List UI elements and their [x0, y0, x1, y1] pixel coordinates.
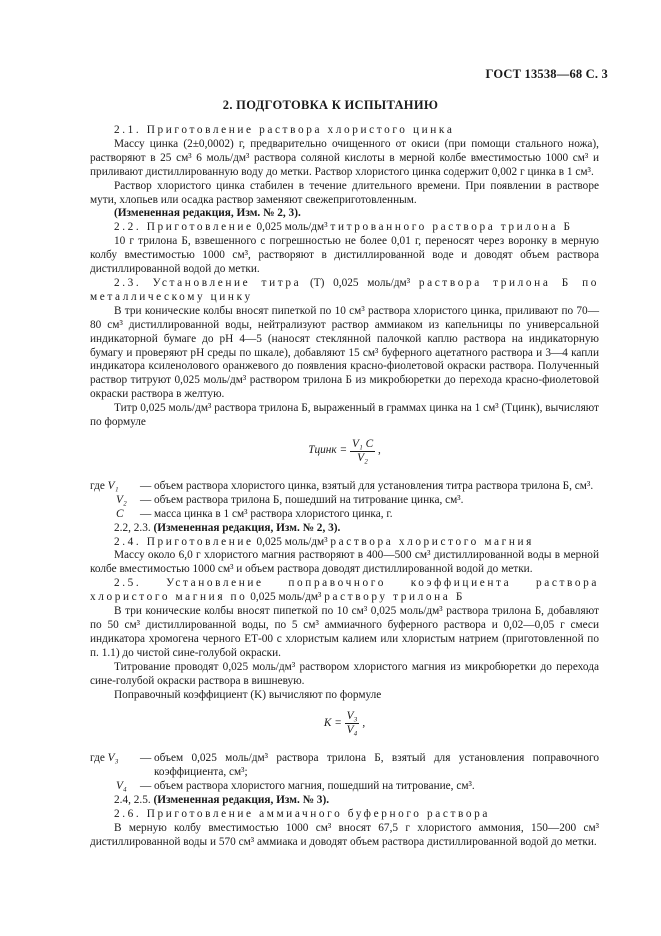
formula-numerator: V₁ C: [351, 437, 374, 450]
heading-2-2: 2.2. Приготовление 0,025 моль/дм³ титрованного раствора трилона Б: [114, 221, 573, 234]
heading-2-5: 2.5. Установление поправочного коэффициента раствора хлористого магния по 0,025 моль/дм³ раствору трилона Б: [90, 577, 599, 604]
formula-titre: Tцинк = $\frac{\text{V₁ C}}{\text{V₂}}$ ,: [308, 437, 381, 464]
heading-2-3: 2.3. Установление титра (Т) 0,025 моль/дм³ раствора трилона Б по металлическому цинку: [90, 276, 600, 303]
heading-2-4: 2.4. Приготовление 0,025 моль/дм³ раствора хлористого магния: [114, 535, 534, 548]
formula-coefficient: K = $\frac{\text{V₃}}{\text{V₄}}$ ,: [323, 710, 366, 737]
para-2-3-b: Титр 0,025 моль/дм³ раствора трилона Б, выраженный в граммах цинка на 1 см³ (Tцинк), вычисляют по формуле: [90, 402, 599, 429]
section-title: 2. ПОДГОТОВКА К ИСПЫТАНИЮ: [222, 98, 439, 112]
definition-row: где V₃ — объем 0,025 моль/дм³ раствора трилона Б, взятый для установления поправочного коэффициента, см³;: [90, 752, 599, 779]
para-2-5-b: Титрование проводят 0,025 моль/дм³ раствором хлористого магния из микробюретки до перехода сине-голубой окраски раствора в вишневую.: [90, 660, 599, 687]
revision-note: 2.2, 2.3. (Измененная редакция, Изм. № 2, 3).: [114, 521, 341, 534]
definition-row: V₄ — объем раствора хлористого магния, пошедший на титрование, см³.: [116, 780, 475, 793]
formula-denominator: V₄: [346, 724, 358, 737]
para-2-1-b: Раствор хлористого цинка стабилен в течение длительного времени. При появлении в растворе мути, хлопьев или осадка раствор заменяют свежеприготовленным.: [90, 179, 599, 206]
para-2-4: Массу около 6,0 г хлористого магния растворяют в 400—500 см³ дистиллированной воды в мерной колбе вместимостью 1000 см³ и объем раствора доводят дистиллированной водой до метки.: [90, 549, 599, 576]
para-2-5-a: В три конические колбы вносят пипеткой по 10 см³ 0,025 моль/дм³ раствора трилона Б, добавляют по 50 см³ дистиллированной воды, по 5 см³ аммиачного буферного раствора и 0,02—0,05 г смеси индикатора хромогена черного ЕТ-00 с хлористым калием или хлористым натрием (приготовленной по п. 1.1) до чистой сине-голубой окраски.: [90, 605, 599, 659]
revision-note: 2.4, 2.5. (Измененная редакция, Изм. № 3).: [114, 794, 330, 807]
definition-row: C — масса цинка в 1 см³ раствора хлористого цинка, г.: [116, 507, 393, 520]
para-2-5-c: Поправочный коэффициент (K) вычисляют по формуле: [114, 688, 382, 701]
para-2-6: В мерную колбу вместимостью 1000 см³ вносят 67,5 г хлористого аммония, 150—200 см³ дистиллированной воды и 570 см³ аммиака и доводят объем раствора дистиллированной водой до метки.: [90, 821, 599, 848]
heading-2-1: 2.1. Приготовление раствора хлористого цинка: [114, 124, 455, 136]
formula-numerator: V₃: [346, 710, 358, 723]
para-2-3-a: В три конические колбы вносят пипеткой по 10 см³ раствора хлористого цинка, приливают по 70—80 см³ дистиллированной воды, нейтрализуют раствор аммиаком из капельницы по универсальной индикаторной бумаге до pH 4—5 (наносят стеклянной палочкой каплю раствора на индикаторную бумагу и проверяют pH среды по шкале), добавляют 15 см³ буферного ацетатного раствора и 3—4 капли индикатора ксиленолового оранжевого до появления красно-фиолетовой окраски раствора. Полученный раствор титруют 0,025 моль/дм³ раствором трилона Б из микробюретки до перехода красно-фиолетовой окраски раствора в желтую.: [90, 304, 599, 401]
document-body: [90, 124, 599, 850]
para-2-2: 10 г трилона Б, взвешенного с погрешностью не более 0,01 г, переносят через воронку в мерную колбу вместимостью 1000 см³, растворяют в дистиллированной воде и доводят объем раствора дистиллированной водой до метки.: [90, 235, 599, 276]
para-2-1-a: Массу цинка (2±0,0002) г, предварительно очищенного от окиси (при помощи стального ножа), растворяют в 25 см³ 6 моль/дм³ раствора соляной кислоты в мерной колбе вместимостью 1000 см³ и приливают дистиллированную воду до метки. Раствор хлористого цинка содержит 0,002 г цинка в 1 см³.: [90, 137, 599, 178]
formula-denominator: V₂: [357, 451, 368, 464]
heading-2-6: 2.6. Приготовление аммиачного буферного раствора: [114, 808, 490, 821]
page-header: ГОСТ 13538—68 С. 3: [485, 67, 608, 81]
definition-row: V₂ — объем раствора трилона Б, пошедший на титрование цинка, см³.: [116, 493, 464, 506]
definition-row: где V₁ — объем раствора хлористого цинка, взятый для установления титра раствора трилона Б, см³.: [90, 479, 594, 492]
revision-note: (Измененная редакция, Изм. № 2, 3).: [114, 207, 301, 220]
